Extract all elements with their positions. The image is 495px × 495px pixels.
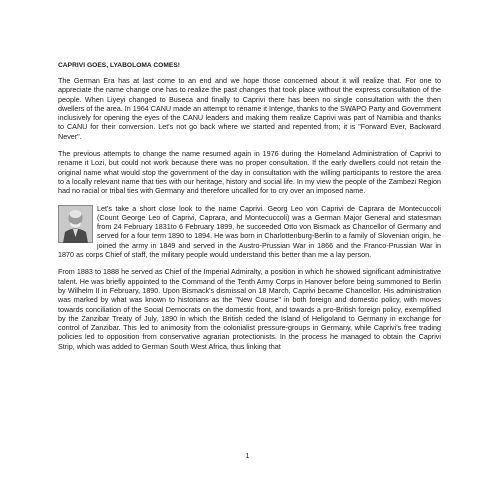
paragraph-4: From 1883 to 1888 he served as Chief of the Imperial Admiralty, a position in which he showed significant administrative talent. He was briefly appointed to the Command of the Tenth Army Corps in Hanover before being summoned to Berlin by Wilhelm II in February, 1890. Upon Bismack's dismissal on 18 March, Caprivi became Chancellor. His administration was marked by what was known to historians as the "New Course" in both foreign and domestic policy, with moves towards conciliation of the Social Democrats on the domestic front, and towards a pro-British foreign policy, exemplified by the Zanzibar Treaty of July, 1890 in which the British ceded the Island of Heligoland to Germany in exchange for control of Zanzibar. This led to animosity from the colonialist pressure-groups in Germany, while Caprivi's free trading policies led to opposition from conservative agrarian protectionists. In the process he managed to obtain the Caprivi Strip, which was added to German South West Africa, thus linking that [58,267,441,351]
document-page [58,61,441,359]
paragraph-2: The previous attempts to change the name resumed again in 1976 during the Homeland Administration of Caprivi to rename it Lozi, but could not work because there was no proper consultation. If the early dwellers could not retain the original name what would stop the government of the day in consultation with the willing participants to restore the area to a locally relevant name that ties with our heritage, history and social life. In my view the people of the Zambezi Region had no racial or tribal ties with Germany and therefore uncalled for to cry over an imposed name. [58,149,441,196]
page-number: 1 [245,453,250,460]
paragraph-3 [58,204,441,260]
paragraph-3-text: Let's take a short close look to the name Caprivi. Georg Leo von Caprivi de Caprara de Montecuccoli (Count George Leo of Caprivi, Caprara, and Montecuccoli) was a German Major General and statesman from 24 February 1831to 6 February 1899, he succeeded Otto von Bismack as Chancellor of Germany and served for a four term 1890 to 1894. He was born in Charlottenburg-Berlin to a family of Slovenian origin, he joined the army in 1849 and served in the Austro-Prussian War in 1866 and the Franco-Prussian War in 1870 as corps Chief of staff, the military people would understand this better than me a lay person. [58,203,441,260]
document-title: CAPRIVI GOES, LYABOLOMA COMES! [58,62,181,69]
caprivi-portrait-image [58,205,93,243]
paragraph-1: The German Era has at last come to an end and we hope those concerned about it will realize that. For one to appreciate the name change one has to realize the past changes that took place without the express consultation of the people. When Liyeyi changed to Buseca and finally to Caprivi there has been no single consultation with the then dwellers of the area. In 1964 CANU made an attempt to rename it Intenge, thanks to the SWAPO Party and Government inclusively for opening the eyes of the CANU leaders and making them realize Caprivi was part of Namibia and thanks to CANU for their conversion. Let's not go back where we started and repented from; it is "Forward Ever, Backward Never". [58,76,441,141]
